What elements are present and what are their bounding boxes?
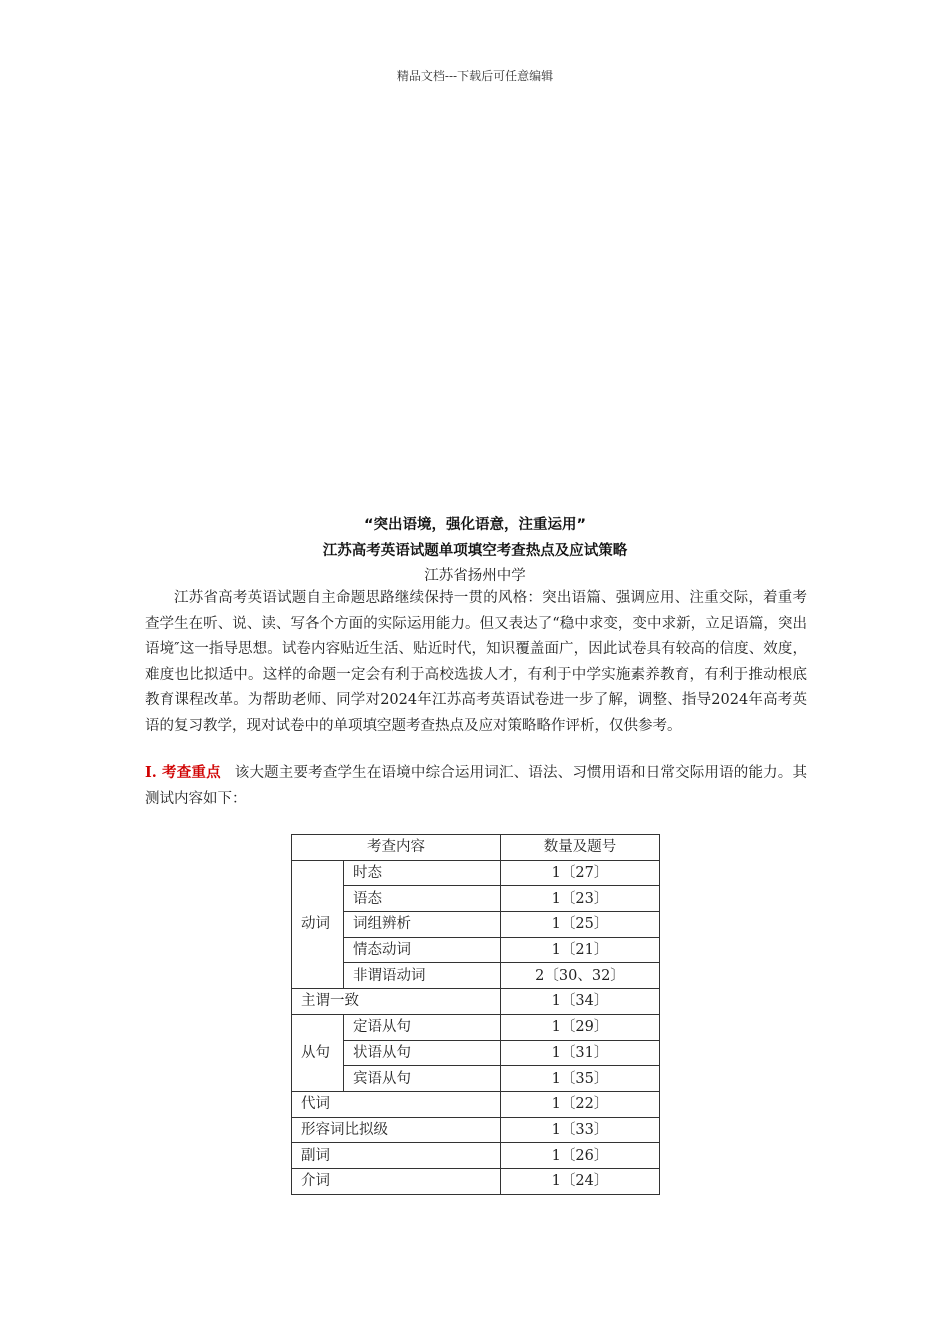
row-item: 时态 bbox=[344, 860, 501, 886]
row-item: 语态 bbox=[344, 886, 501, 912]
table-row bbox=[292, 1014, 660, 1040]
row-item: 主谓一致 bbox=[292, 989, 501, 1015]
table-row bbox=[292, 937, 660, 963]
row-item: 形容词比拟级 bbox=[292, 1117, 501, 1143]
table-row bbox=[292, 1040, 660, 1066]
group-clause: 从句 bbox=[292, 1014, 344, 1091]
header-content: 考查内容 bbox=[292, 835, 501, 861]
row-count: 1〔22〕 bbox=[501, 1091, 660, 1117]
row-count: 1〔27〕 bbox=[501, 860, 660, 886]
intro-paragraph: 江苏省高考英语试题自主命题思路继续保持一贯的风格：突出语篇、强调应用、注重交际，着重考查学生在听、说、读、写各个方面的实际运用能力。但又表达了“稳中求变，变中求新，立足语篇，突出语境″这一指导思想。试卷内容贴近生活、贴近时代，知识覆盖面广，因此试卷具有较高的信度、效度，难度也比拟适中。这样的命题一定会有利于高校选拔人才，有利于中学实施素养教育，有利于推动根底教育课程改革。为帮助老师、同学对2024年江苏高考英语试卷进一步了解，调整、指导2024年高考英语的复习教学，现对试卷中的单项填空题考查热点及应对策略略作评析，仅供参考。 bbox=[145, 590, 807, 734]
row-count: 1〔29〕 bbox=[501, 1014, 660, 1040]
table-row bbox=[292, 1143, 660, 1169]
table-row bbox=[292, 1117, 660, 1143]
row-count: 1〔33〕 bbox=[501, 1117, 660, 1143]
page-header: 精品文档---下载后可任意编辑 bbox=[396, 69, 554, 83]
table-row bbox=[292, 886, 660, 912]
row-count: 1〔31〕 bbox=[501, 1040, 660, 1066]
table-row bbox=[292, 912, 660, 938]
row-item: 非谓语动词 bbox=[344, 963, 501, 989]
title-line-1: “突出语境，强化语意，注重运用” bbox=[363, 517, 587, 533]
table-row bbox=[292, 989, 660, 1015]
header-count: 数量及题号 bbox=[501, 835, 660, 861]
table-row bbox=[292, 1066, 660, 1092]
row-count: 1〔34〕 bbox=[501, 989, 660, 1015]
row-count: 1〔26〕 bbox=[501, 1143, 660, 1169]
row-count: 1〔23〕 bbox=[501, 886, 660, 912]
row-item: 介词 bbox=[292, 1168, 501, 1194]
table-row bbox=[292, 1091, 660, 1117]
row-count: 1〔21〕 bbox=[501, 937, 660, 963]
row-item: 副词 bbox=[292, 1143, 501, 1169]
row-item: 情态动词 bbox=[344, 937, 501, 963]
content-table bbox=[291, 834, 660, 1195]
table-header-row bbox=[292, 835, 660, 861]
row-item: 状语从句 bbox=[344, 1040, 501, 1066]
row-item: 宾语从句 bbox=[344, 1066, 501, 1092]
section-text: 该大题主要考查学生在语境中综合运用词汇、语法、习惯用语和日常交际用语的能力。其测试内容如下： bbox=[145, 765, 807, 807]
row-count: 2〔30、32〕 bbox=[501, 963, 660, 989]
table-row bbox=[292, 963, 660, 989]
row-item: 代词 bbox=[292, 1091, 501, 1117]
section-paragraph bbox=[145, 760, 807, 812]
row-item: 定语从句 bbox=[344, 1014, 501, 1040]
table-row bbox=[292, 860, 660, 886]
row-count: 1〔24〕 bbox=[501, 1168, 660, 1194]
table-row bbox=[292, 1168, 660, 1194]
section-heading: I. 考查重点 bbox=[145, 764, 221, 781]
row-count: 1〔25〕 bbox=[501, 912, 660, 938]
row-count: 1〔35〕 bbox=[501, 1066, 660, 1092]
author: 江苏省扬州中学 bbox=[424, 568, 526, 584]
group-verb: 动词 bbox=[292, 860, 344, 988]
row-item: 词组辨析 bbox=[344, 912, 501, 938]
title-line-2: 江苏高考英语试题单项填空考查热点及应试策略 bbox=[322, 543, 628, 559]
